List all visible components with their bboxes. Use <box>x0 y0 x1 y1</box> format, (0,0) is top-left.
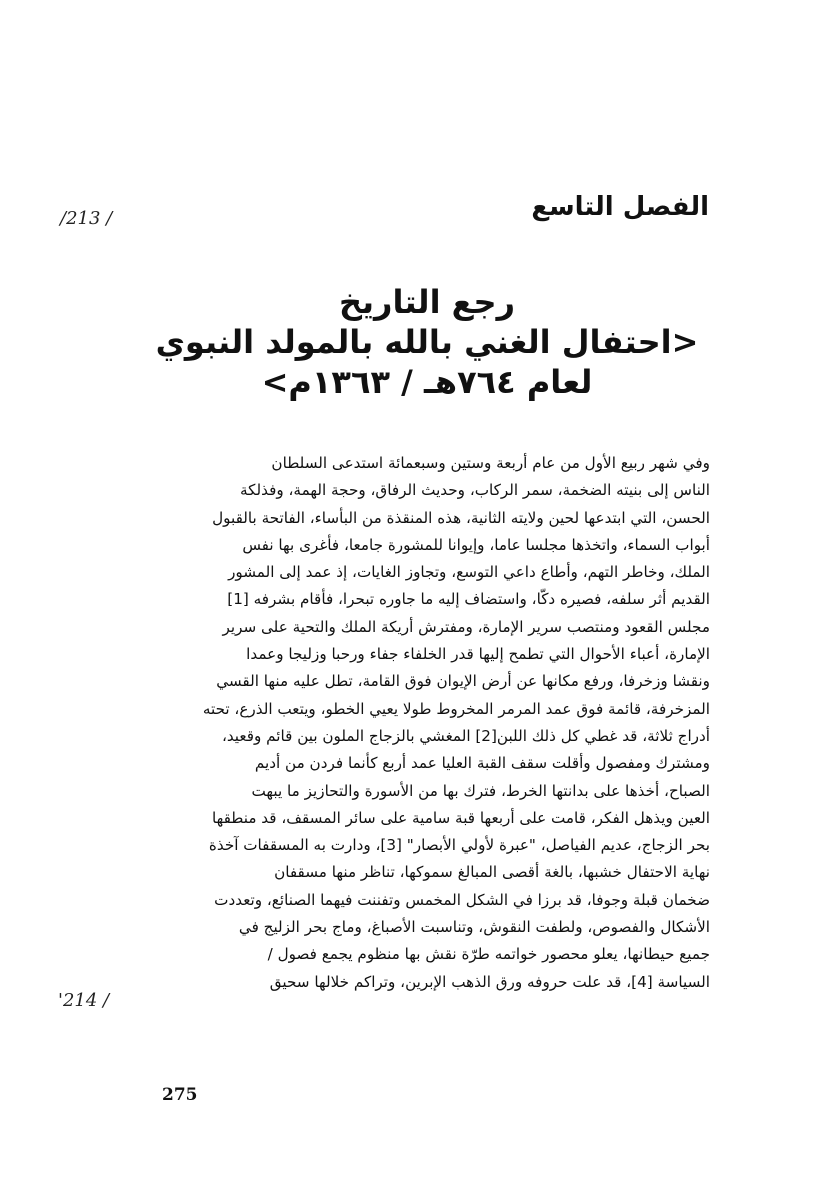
chapter-heading: الفصل التاسع <box>531 192 709 222</box>
margin-page-reference-214: '214 / <box>58 990 110 1011</box>
section-title-line-3: لعام ٧٦٤هـ / ١٣٦٣م> <box>261 363 593 401</box>
body-line: أدراج ثلاثة، قد غطي كل ذلك اللبن[2] المغشي بالزجاج الملون بين قائم وقعيد، <box>221 726 710 745</box>
body-line: جميع حيطانها، يعلو محصور خواتمه طرّة نقش بها منظوم يجمع فصول / <box>267 945 710 964</box>
body-line: الناس إلى بنيته الضخمة، سمر الركاب، وحديث الرفاق، وحجة الهمة، وفذلكة <box>239 481 710 500</box>
body-line: ضخمان قبلة وجوفا، قد برزا في الشكل المخمس وتفننت فيهما الصنائع، وتعددت <box>214 890 710 909</box>
body-line: الأشكال والفصوص، ولطفت النقوش، وتناسبت الأصباغ، وماج بحر الزليج في <box>238 918 710 937</box>
body-line: ومشترك ومفصول وأقلت سقف القبة العليا عمد أربع كأنما فردن من أديم <box>254 754 710 773</box>
body-line: الحسن، التي ابتدعها لحين ولايته الثانية، هذه المنقذة من البأساء، الفاتحة بالقبول <box>212 508 710 527</box>
body-line: أبواب السماء، واتخذها مجلسا عاما، وإيوانا للمشورة جامعا، فأغرى بها نفس <box>242 535 710 554</box>
section-title <box>147 282 707 402</box>
body-line: السياسة [4]، قد علت حروفه ورق الذهب الإبرين، وتراكم خلالها سحيق <box>269 972 710 991</box>
body-line: العين ويذهل الفكر، قامت على أربعها قبة سامية على سائر المسقف، قد منطقها <box>211 808 710 827</box>
body-paragraph <box>150 450 710 996</box>
body-line: ونقشا وزخرفا، ورفع مكانها عن أرض الإيوان فوق القامة، تطل عليه منها القسي <box>216 672 710 691</box>
margin-page-reference-213: /213 / <box>60 208 113 229</box>
body-line: الملك، وخاطر التهم، وأطاع داعي التوسع، وتجاوز الغايات، إذ عمد إلى المشور <box>228 563 710 582</box>
section-title-line-2: <احتفال الغني بالله بالمولد النبوي <box>155 323 699 361</box>
body-line: المزخرفة، قائمة فوق عمد المرمر المخروط طولا يعيي الخطو، ويتعب الذرع، تحته <box>202 699 710 718</box>
body-line: نهاية الاحتفال خشبها، بالغة أقصى المبالغ سموكها، تناظر منها مسقفان <box>274 863 710 882</box>
body-line: وفي شهر ربيع الأول من عام أربعة وستين وسبعمائة استدعى السلطان <box>271 454 710 472</box>
body-line: بحر الزجاج، عديم الفياصل، "عبرة لأولي الأبصار" [3]، ودارت به المسقفات آخذة <box>208 836 710 855</box>
section-title-line-1: رجع التاريخ <box>338 283 516 321</box>
body-line: الصباح، أخذها على بدانتها الخرط، فترك بها من الأسورة والتحازيز ما يبهت <box>251 781 710 800</box>
body-line: القديم أثر سلفه، فصيره دكّا، واستضاف إليه ما جاوره تبحرا، فأقام بشرفه [1] <box>227 590 710 609</box>
page-number: 275 <box>162 1085 198 1105</box>
body-line: الإمارة، أعباء الأحوال التي تطمح إليها قدر الخلفاء جفاء ورحبا وزليجا وعمدا <box>246 645 710 664</box>
body-line: مجلس القعود ومنتصب سرير الإمارة، ومفترش أريكة الملك والتحية على سرير <box>222 617 710 636</box>
